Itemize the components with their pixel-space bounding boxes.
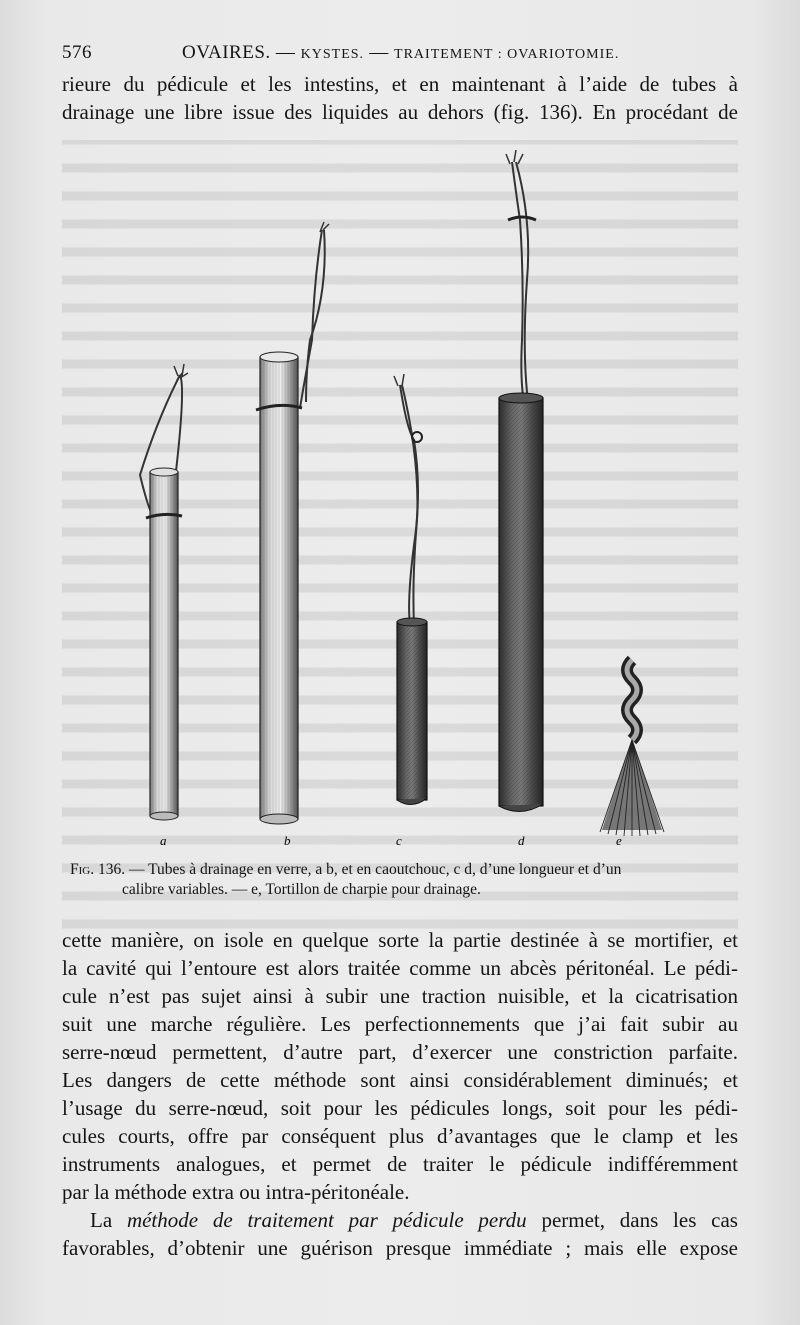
header-traitement: TRAITEMENT : OVARIOTOMIE. bbox=[394, 47, 620, 62]
text-line: drainage une libre issue des liquides au dehors (fig. 136). En procédant de bbox=[62, 100, 738, 124]
figure-caption bbox=[70, 860, 730, 900]
figure-label-e: e bbox=[616, 833, 622, 848]
running-header bbox=[62, 42, 738, 68]
glass-tube-b bbox=[256, 222, 329, 824]
caption-line-2: calibre variables. — e, Tortillon de charpie pour drainage. bbox=[122, 881, 481, 898]
text-line: l’usage du serre-nœud, soit pour les pédicules longs, soit pour les pédi- bbox=[62, 1096, 738, 1120]
figure-label-c: c bbox=[396, 833, 402, 848]
running-title bbox=[182, 42, 619, 64]
text-line: rieure du pédicule et les intestins, et en maintenant à l’aide de tubes à bbox=[62, 72, 738, 96]
text-line: cules courts, offre par conséquent plus d’avantages que le clamp et les bbox=[62, 1124, 738, 1148]
glass-tube-a bbox=[140, 364, 188, 820]
figure-label-b: b bbox=[284, 833, 291, 848]
text-line: serre-nœud permettent, d’autre part, d’exercer une constriction parfaite. bbox=[62, 1040, 738, 1064]
text-line: suit une marche régulière. Les perfectionnements que j’ai fait subir au bbox=[62, 1012, 738, 1036]
text-line: la cavité qui l’entoure est alors traitée comme un abcès péritonéal. Le pédi- bbox=[62, 956, 738, 980]
main-paragraph bbox=[62, 926, 738, 1206]
header-kystes: KYSTES. bbox=[300, 47, 365, 62]
page-number: 576 bbox=[62, 42, 92, 63]
figure-label-d: d bbox=[518, 833, 525, 848]
header-separator: — bbox=[364, 42, 395, 63]
text-line: Les dangers de cette méthode sont ainsi considérablement diminués; et bbox=[62, 1068, 738, 1092]
last-para-rest: permet, dans les cas bbox=[526, 1208, 738, 1232]
intro-paragraph bbox=[62, 70, 738, 126]
rubber-tube-c bbox=[394, 374, 427, 805]
caption-line-1 bbox=[70, 860, 730, 880]
rubber-tube-d bbox=[499, 150, 543, 812]
charpie-twist-e bbox=[600, 660, 664, 836]
last-para-italic: méthode de traitement par pédicule perdu bbox=[126, 1208, 527, 1232]
figure-136 bbox=[62, 140, 738, 860]
drainage-tubes-illustration bbox=[62, 140, 738, 860]
figure-number: Fig. 136. bbox=[70, 861, 126, 878]
figure-label-a: a bbox=[160, 833, 167, 848]
text-line: cule n’est pas sujet ainsi à subir une traction nuisible, et la cicatrisation bbox=[62, 984, 738, 1008]
caption-text-1: — Tubes à drainage en verre, a b, et en caoutchouc, c d, d’une longueur et d’un bbox=[125, 861, 622, 878]
last-para-start: La bbox=[90, 1208, 127, 1232]
last-paragraph bbox=[62, 1206, 738, 1262]
header-separator: — bbox=[270, 42, 301, 63]
text-line: par la méthode extra ou intra-péritonéale. bbox=[62, 1180, 410, 1204]
text-line: favorables, d’obtenir une guérison presque immédiate ; mais elle expose bbox=[62, 1236, 738, 1260]
text-line: instruments analogues, et permet de traiter le pédicule indifféremment bbox=[62, 1152, 738, 1176]
header-ovaires: OVAIRES. bbox=[182, 42, 271, 63]
text-line bbox=[62, 1206, 738, 1234]
text-line: cette manière, on isole en quelque sorte la partie destinée à se mortifier, et bbox=[62, 928, 738, 952]
